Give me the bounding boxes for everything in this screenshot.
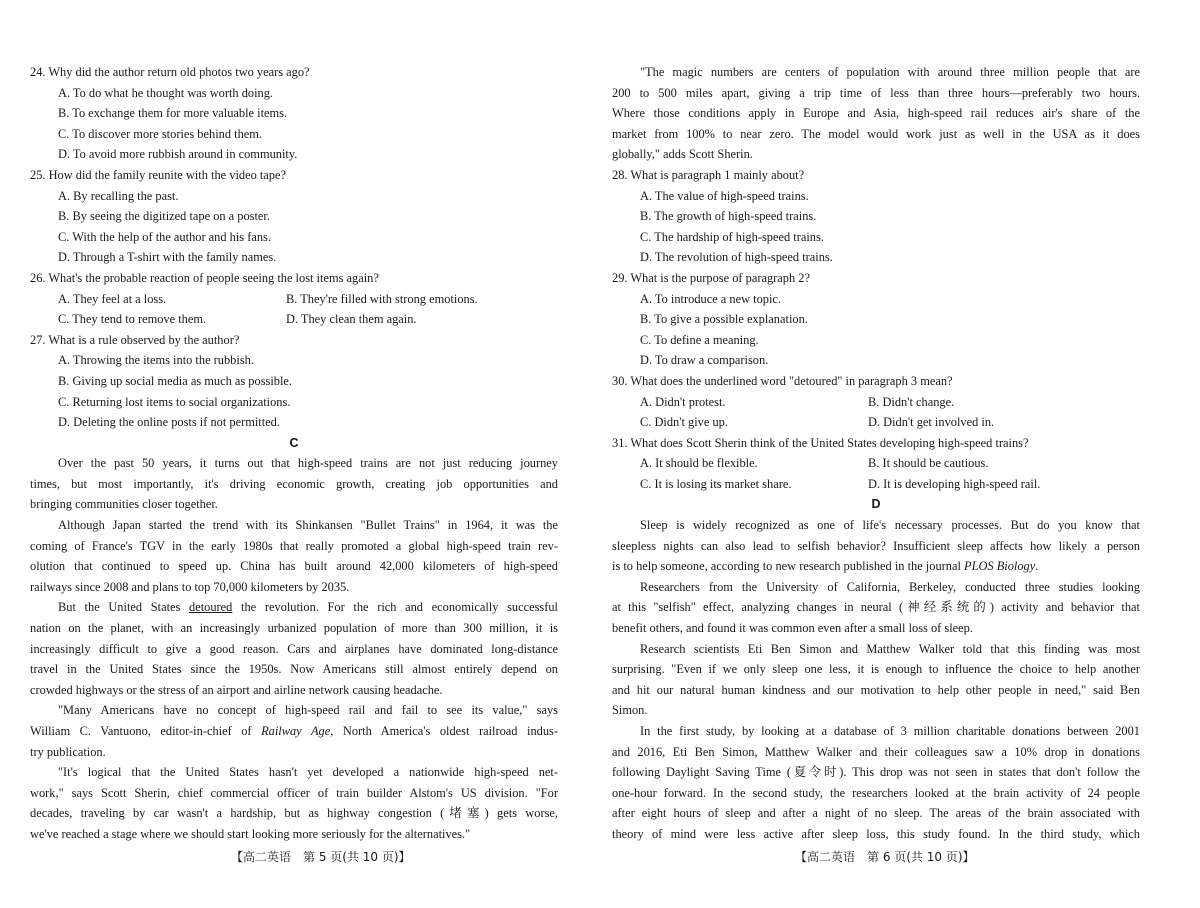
text-run: But the United States <box>58 600 190 615</box>
option-27d: D. Deleting the online posts if not permitted. <box>58 415 280 430</box>
passage-d-paragraph-3 <box>612 639 1140 721</box>
option-26d: D. They clean them again. <box>286 312 417 327</box>
option-28b: B. The growth of high-speed trains. <box>640 209 817 224</box>
paragraph-line: "It's logical that the United States hasn't yet developed a nationwide high-speed net- <box>58 765 558 780</box>
text-run: . <box>1035 559 1039 574</box>
question-27: 27. What is a rule observed by the author? <box>30 332 240 347</box>
passage-c-paragraph-6 <box>612 62 1140 165</box>
option-31b: B. It should be cautious. <box>868 456 989 471</box>
option-28c: C. The hardship of high-speed trains. <box>640 229 824 244</box>
underlined-word-detoured: detoured <box>189 600 233 615</box>
paragraph-line: Research scientists Eti Ben Simon and Matthew Walker told that this finding was most <box>640 641 1140 656</box>
left-page-column <box>30 62 558 845</box>
paragraph-line <box>30 597 558 618</box>
option-30d: D. Didn't get involved in. <box>868 415 995 430</box>
paragraph-line: Simon. <box>612 703 648 718</box>
option-28d: D. The revolution of high-speed trains. <box>640 250 833 265</box>
option-24d: D. To avoid more rubbish around in community. <box>58 147 298 162</box>
option-29d: D. To draw a comparison. <box>640 353 769 368</box>
paragraph-line: Where those conditions apply in Europe and Asia, high-speed rail reduces air's share of the <box>612 106 1140 121</box>
page-footer-left: 【高二英语 第 5 页(共 10 页)】 <box>231 850 411 864</box>
paragraph-line: railways since 2008 and plans to top 70,000 kilometers by 2035. <box>30 579 350 594</box>
paragraph-line: surprising. "Even if we only sleep one less, it is enough to influence the choice to help another <box>612 662 1140 677</box>
option-25c: C. With the help of the author and his fans. <box>58 229 271 244</box>
option-31c: C. It is losing its market share. <box>640 476 792 491</box>
paragraph-line: 200 to 500 miles apart, giving a trip time of less than three hours—preferably two hours. <box>612 85 1140 100</box>
paragraph-line: following Daylight Saving Time (夏令时). This drop was not seen in states that don't follow the <box>612 765 1140 780</box>
question-25: 25. How did the family reunite with the video tape? <box>30 167 287 182</box>
passage-c-paragraph-5 <box>30 762 558 844</box>
paragraph-line: we've reached a stage where we should start looking more seriously for the alternatives." <box>30 826 471 841</box>
paragraph-line: Sleep is widely recognized as one of life's necessary processes. But do you know that <box>640 518 1140 533</box>
option-31d: D. It is developing high-speed rail. <box>868 476 1041 491</box>
right-page-column <box>612 62 1140 845</box>
passage-d-paragraph-4 <box>612 721 1140 845</box>
option-31a: A. It should be flexible. <box>640 456 758 471</box>
paragraph-line: olution that continued to speed up. China has built around 42,000 kilometers of high-speed <box>30 559 558 574</box>
option-30c: C. Didn't give up. <box>640 415 728 430</box>
page-footer-right: 【高二英语 第 6 页(共 10 页)】 <box>795 850 975 864</box>
text-run: the revolution. For the rich and economically successful <box>232 600 558 615</box>
paragraph-line: and hit our natural human kindness and our motivation to help other people in need," said Ben <box>612 682 1140 697</box>
option-24c: C. To discover more stories behind them. <box>58 126 263 141</box>
text-run: is to help someone, according to new research published in the journal <box>612 559 965 574</box>
paragraph-line: increasingly difficult to give a good reason. Cars and airplanes have dominated long-distance <box>30 641 558 656</box>
paragraph-line: at this "selfish" effect, analyzing changes in neural (神经系统的) activity and behavior that <box>612 600 1140 615</box>
paragraph-line: decades, traveling by car wasn't a hardship, but as highway congestion (堵塞) gets worse, <box>30 806 558 821</box>
paragraph-line <box>30 721 558 742</box>
paragraph-line: nation on the planet, with an increasingly urbanized population of more than 300 million, it is <box>30 621 558 636</box>
question-31: 31. What does Scott Sherin think of the United States developing high-speed trains? <box>612 435 1029 450</box>
option-26c: C. They tend to remove them. <box>58 312 207 327</box>
paragraph-line: globally," adds Scott Sherin. <box>612 147 753 162</box>
paragraph-line: travel in the United States since the 1950s. Now Americans still almost entirely depend on <box>30 662 558 677</box>
option-25b: B. By seeing the digitized tape on a poster. <box>58 209 270 224</box>
option-26b: B. They're filled with strong emotions. <box>286 291 478 306</box>
passage-c-paragraph-1 <box>30 453 558 515</box>
question-29: 29. What is the purpose of paragraph 2? <box>612 270 810 285</box>
passage-c-paragraph-3 <box>30 597 558 700</box>
paragraph-line: crowded highways or the stress of an airport and airline network causing headache. <box>30 682 443 697</box>
options-30-row1 <box>612 392 1140 413</box>
option-27b: B. Giving up social media as much as possible. <box>58 373 293 388</box>
passage-d-paragraph-2 <box>612 577 1140 639</box>
paragraph-line: one-hour forward. In the second study, the researchers looked at the brain activity of 24 people <box>612 785 1140 800</box>
paragraph-line: "The magic numbers are centers of population with around three million people that are <box>640 65 1140 79</box>
option-30a: A. Didn't protest. <box>640 394 726 409</box>
paragraph-line: theory of mind were less active after sleep loss, this study found. In the third study, which <box>612 826 1140 841</box>
paragraph-line: work," says Scott Sherin, chief commercial officer of train builder Alstom's US division. "For <box>30 785 558 800</box>
option-27c: C. Returning lost items to social organizations. <box>58 394 291 409</box>
text-run: , North America's oldest railroad indus- <box>330 724 558 738</box>
italic-journal-title: PLOS Biology <box>964 559 1036 574</box>
paragraph-line: market from 100% to near zero. The model would work just as well in the USA as it does <box>612 126 1140 141</box>
options-26-row2 <box>30 309 558 330</box>
option-30b: B. Didn't change. <box>868 394 955 409</box>
paragraph-line: Over the past 50 years, it turns out that high-speed trains are not just reducing journey <box>58 456 558 471</box>
passage-c-paragraph-2 <box>30 515 558 597</box>
paragraph-line: sleepless nights can also lead to selfish behavior? Insufficient sleep affects how likely a person <box>612 538 1140 553</box>
option-29c: C. To define a meaning. <box>640 332 759 347</box>
option-24a: A. To do what he thought was worth doing. <box>58 85 274 100</box>
question-24: 24. Why did the author return old photos two years ago? <box>30 65 310 79</box>
passage-d-paragraph-1 <box>612 515 1140 577</box>
option-26a: A. They feel at a loss. <box>58 291 167 306</box>
options-31-row1 <box>612 453 1140 474</box>
section-heading-d: D <box>871 497 881 512</box>
paragraph-line: and 2016, Eti Ben Simon, Matthew Walker and their colleagues saw a 10% drop in donations <box>612 744 1140 759</box>
options-31-row2 <box>612 474 1140 495</box>
option-25a: A. By recalling the past. <box>58 188 179 203</box>
option-29a: A. To introduce a new topic. <box>640 291 782 306</box>
question-26: 26. What's the probable reaction of people seeing the lost items again? <box>30 270 379 285</box>
paragraph-line: bringing communities closer together. <box>30 497 218 512</box>
option-28a: A. The value of high-speed trains. <box>640 188 809 203</box>
italic-title: Railway Age <box>261 724 331 738</box>
paragraph-line: In the first study, by looking at a database of 3 million charitable donations between 2001 <box>640 724 1140 738</box>
paragraph-line: times, but most importantly, it's driving economic growth, creating job opportunities and <box>30 476 558 491</box>
section-heading-c: C <box>289 435 299 450</box>
text-run: William C. Vantuono, editor-in-chief of <box>30 724 262 738</box>
paragraph-line: coming of France's TGV in the early 1980s that really promoted a global high-speed train rev- <box>30 538 558 553</box>
paragraph-line: Although Japan started the trend with its Shinkansen "Bullet Trains" in 1964, it was the <box>58 518 558 533</box>
paragraph-line: try publication. <box>30 744 106 759</box>
paragraph-line: after eight hours of sleep and after a night of no sleep. The areas of the brain associated with <box>612 806 1140 821</box>
question-28: 28. What is paragraph 1 mainly about? <box>612 167 805 182</box>
passage-c-paragraph-4 <box>30 700 558 762</box>
question-30: 30. What does the underlined word "detoured" in paragraph 3 mean? <box>612 373 953 388</box>
options-30-row2 <box>612 412 1140 433</box>
paragraph-line: Researchers from the University of California, Berkeley, conducted three studies looking <box>640 579 1140 594</box>
option-29b: B. To give a possible explanation. <box>640 312 808 327</box>
option-24b: B. To exchange them for more valuable items. <box>58 106 288 121</box>
option-27a: A. Throwing the items into the rubbish. <box>58 353 254 368</box>
options-26-row1 <box>30 289 558 310</box>
paragraph-line <box>612 556 1140 577</box>
paragraph-line: benefit others, and found it was common even after a small loss of sleep. <box>612 621 973 636</box>
paragraph-line: "Many Americans have no concept of high-speed rail and fail to see its value," says <box>58 703 558 718</box>
option-25d: D. Through a T-shirt with the family names. <box>58 250 277 265</box>
